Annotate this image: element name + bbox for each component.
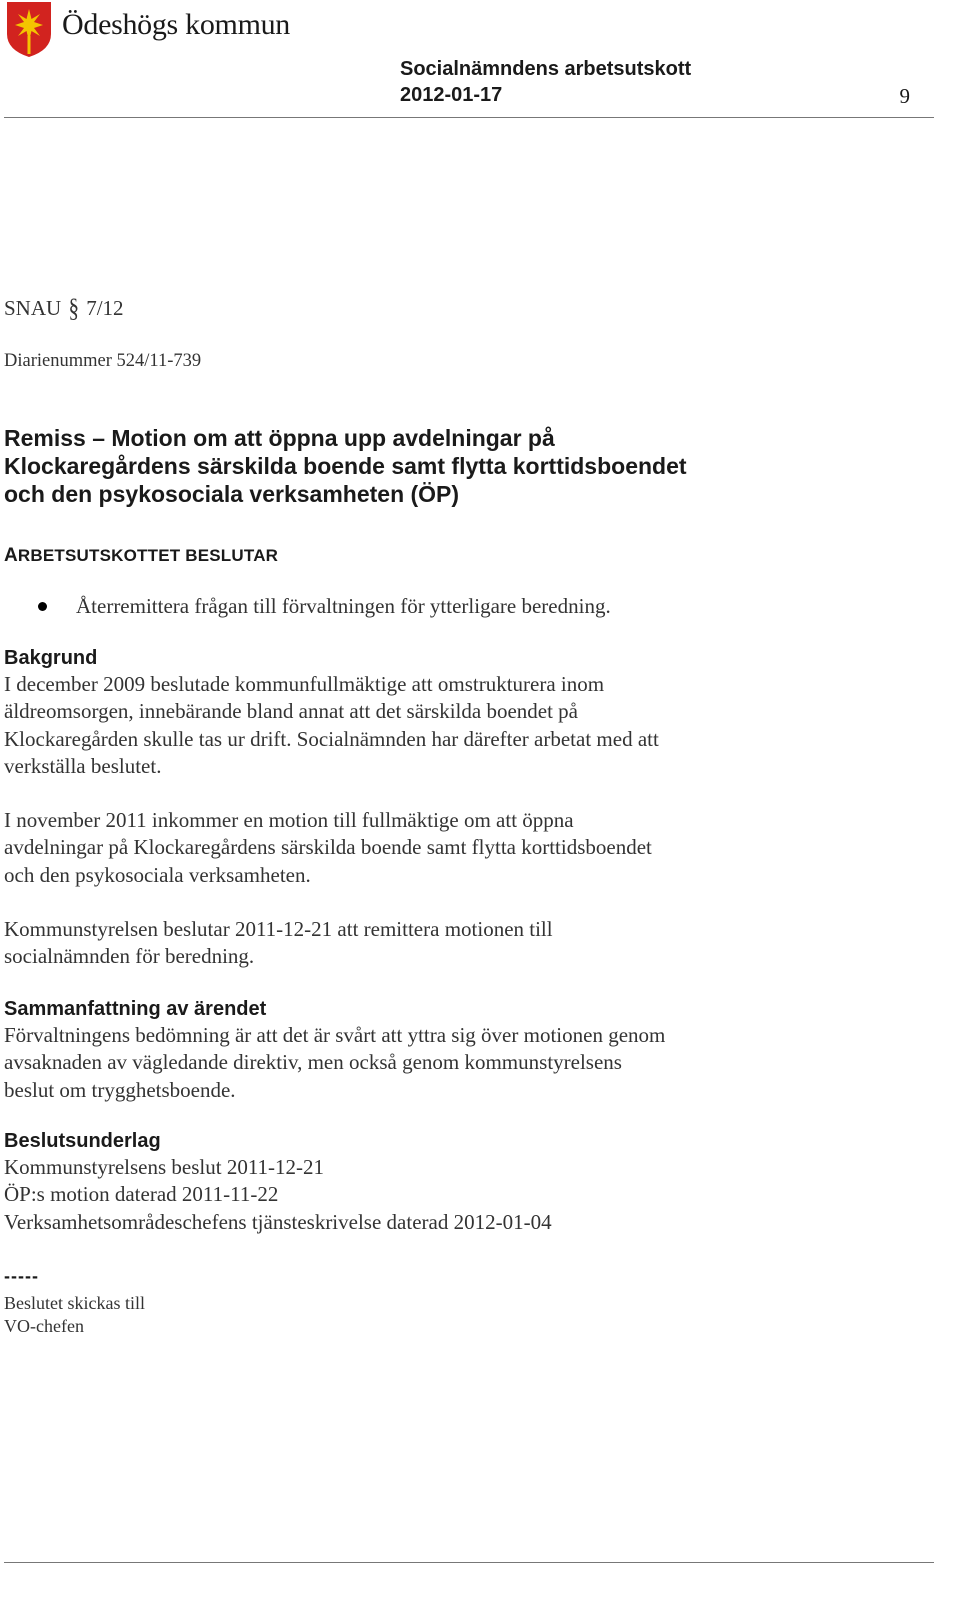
page-number: 9 xyxy=(899,84,910,108)
case-title-line: och den psykosociala verksamheten (ÖP) xyxy=(4,481,460,507)
decision-heading-initial: A xyxy=(4,545,18,566)
background-paragraph-3 xyxy=(4,916,924,971)
distribution-separator: ----- xyxy=(4,1266,39,1286)
paragraph-line: Kommunstyrelsen beslutar 2011-12-21 att remittera motionen till xyxy=(4,917,553,941)
case-number-value: 7/12 xyxy=(86,296,124,320)
bullet-icon xyxy=(38,602,47,611)
paragraph-line: I december 2009 beslutade kommunfullmäktige att omstrukturera inom xyxy=(4,672,605,696)
document-item: ÖP:s motion daterad 2011-11-22 xyxy=(4,1182,279,1207)
decision-heading-rest: RBETSUTSKOTTET BESLUTAR xyxy=(17,546,279,565)
case-title xyxy=(4,424,904,508)
documents-heading: Beslutsunderlag xyxy=(4,1130,161,1152)
decision-heading xyxy=(4,545,278,567)
meeting-date: 2012-01-17 xyxy=(400,84,503,106)
paragraph-line: socialnämnden för beredning. xyxy=(4,944,255,969)
background-heading: Bakgrund xyxy=(4,647,98,669)
paragraph-line: avdelningar på Klockaregårdens särskilda boende samt flytta korttidsboendet xyxy=(4,835,652,860)
case-title-line: Remiss – Motion om att öppna upp avdelningar på xyxy=(4,425,555,451)
paragraph-line: Klockaregården skulle tas ur drift. Socialnämnden har därefter arbetat med att xyxy=(4,726,659,751)
background-paragraph-1 xyxy=(4,671,924,781)
paragraph-line: beslut om trygghetsboende. xyxy=(4,1077,236,1102)
paragraph-line: äldreomsorgen, innebärande bland annat att det särskilda boendet på xyxy=(4,699,578,724)
municipality-crest-icon xyxy=(4,0,54,58)
case-number xyxy=(4,292,124,323)
document-item: Verksamhetsområdeschefens tjänsteskrivelse daterad 2012-01-04 xyxy=(4,1209,552,1234)
diary-number: Diarienummer 524/11-739 xyxy=(4,351,202,371)
distribution-recipient: VO-chefen xyxy=(4,1316,84,1336)
committee-name: Socialnämndens arbetsutskott xyxy=(400,58,692,80)
case-prefix: SNAU xyxy=(4,296,62,320)
summary-heading: Sammanfattning av ärendet xyxy=(4,998,267,1020)
distribution-label: Beslutet skickas till xyxy=(4,1293,145,1313)
footer-divider xyxy=(4,1562,934,1563)
paragraph-line: Förvaltningens bedömning är att det är svårt att yttra sig över motionen genom xyxy=(4,1023,666,1047)
paragraph-line: I november 2011 inkommer en motion till fullmäktige om att öppna xyxy=(4,808,574,832)
section-symbol: § xyxy=(68,292,79,323)
background-paragraph-2 xyxy=(4,807,924,889)
summary-paragraph xyxy=(4,1022,924,1104)
case-title-line: Klockaregårdens särskilda boende samt flytta korttidsboendet xyxy=(4,453,687,479)
documents-list xyxy=(4,1154,924,1236)
distribution-block xyxy=(4,1292,145,1338)
header-divider xyxy=(4,117,934,118)
document-item: Kommunstyrelsens beslut 2011-12-21 xyxy=(4,1155,325,1179)
paragraph-line: avsaknaden av vägledande direktiv, men också genom kommunstyrelsens xyxy=(4,1050,622,1075)
municipality-name: Ödeshögs kommun xyxy=(62,8,291,41)
decision-bullet-text: Återremittera frågan till förvaltningen för ytterligare beredning. xyxy=(76,594,611,618)
paragraph-line: verkställa beslutet. xyxy=(4,754,162,779)
paragraph-line: och den psykosociala verksamheten. xyxy=(4,862,311,887)
